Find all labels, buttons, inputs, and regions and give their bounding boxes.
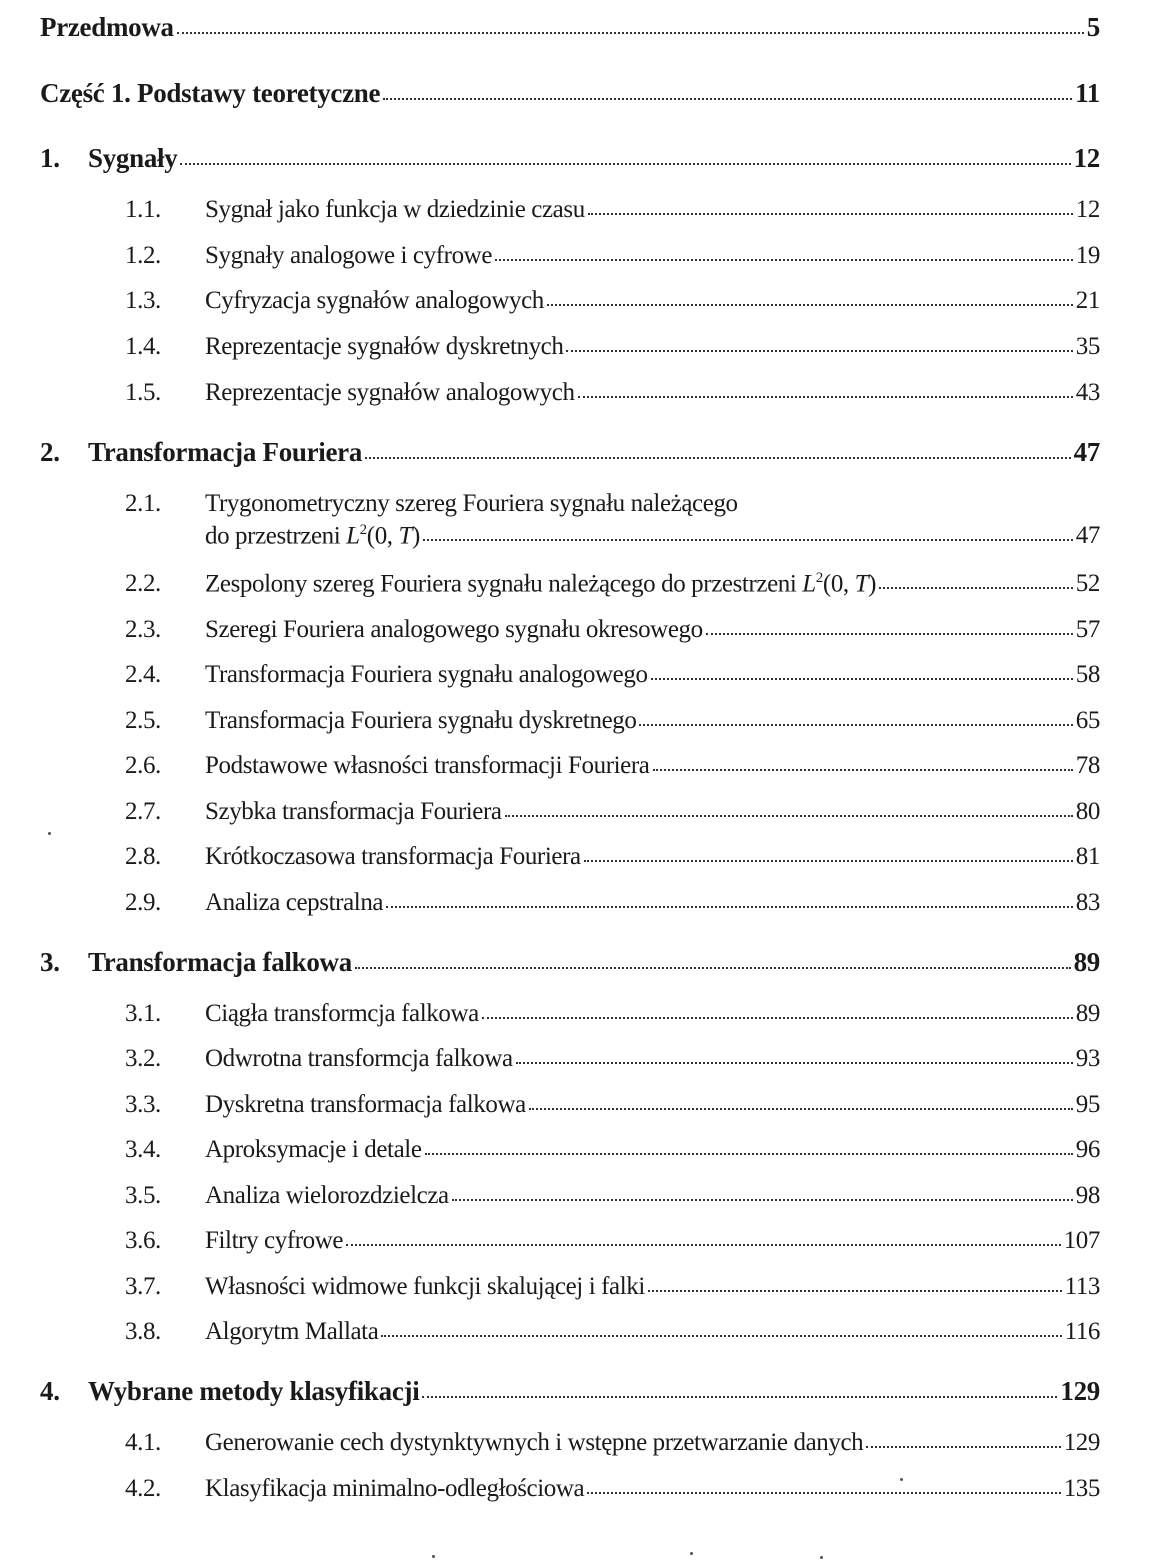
leader-dots [423,539,1073,541]
toc-entry-title: Podstawowe własności transformacji Fouriera [205,752,650,779]
toc-chapter-1[interactable] [40,143,1100,174]
toc-section-number: 1.1. [125,196,161,223]
toc-section-number: 3.8. [125,1318,161,1345]
toc-page-number: 98 [1075,1182,1100,1209]
toc-section-3-8[interactable] [125,1318,1100,1346]
toc-section-number: 2.6. [125,752,161,779]
toc-page-number: 47 [1073,437,1100,467]
toc-entry-title: Część 1. Podstawy teoretyczne [40,78,381,108]
toc-entry-title: Własności widmowe funkcji skalującej i falki [205,1273,645,1300]
toc-page-number: 89 [1075,1000,1100,1027]
toc-entry-title: Sygnały [88,143,178,173]
leader-dots [381,1335,1061,1337]
leader-dots [516,1062,1073,1064]
toc-section-number: 3.3. [125,1091,161,1118]
toc-chapter-number: 1. [40,143,60,173]
toc-section-number: 3.6. [125,1227,161,1254]
toc-page-number: 35 [1075,333,1100,360]
toc-section-1-5[interactable] [125,379,1100,407]
space-exponent: 2 [815,570,823,586]
toc-section-2-2[interactable] [125,570,1100,598]
toc-section-number: 3.5. [125,1182,161,1209]
leader-dots [482,1017,1073,1019]
toc-entry-title: Szeregi Fouriera analogowego sygnału okresowego [205,616,703,643]
toc-page-number: 107 [1063,1227,1100,1254]
toc-section-1-4[interactable] [125,333,1100,361]
toc-page-number: 19 [1075,242,1100,269]
toc-section-2-3[interactable] [125,616,1100,644]
title-prefix: do przestrzeni [205,522,347,550]
toc-section-number: 1.5. [125,379,161,406]
leader-dots [879,587,1073,589]
toc-section-2-9[interactable] [125,889,1100,917]
toc-section-4-2[interactable] [125,1475,1100,1503]
toc-entry-part-1[interactable] [40,78,1100,109]
toc-section-number: 2.1. [125,490,161,517]
toc-section-2-6[interactable] [125,752,1100,780]
toc-entry-title: Transformacja falkowa [88,947,352,977]
leader-dots [648,1290,1062,1292]
toc-section-2-1[interactable] [125,490,1100,550]
toc-chapter-2[interactable] [40,437,1100,468]
toc-section-1-1[interactable] [125,196,1100,224]
toc-page-number: 129 [1063,1429,1100,1456]
leader-dots [653,769,1073,771]
toc-page-number: 78 [1075,752,1100,779]
toc-section-3-7[interactable] [125,1273,1100,1301]
leader-dots [346,1244,1061,1246]
leader-dots [639,724,1072,726]
toc-entry-title: Dyskretna transformacja falkowa [205,1091,526,1118]
toc-section-3-2[interactable] [125,1045,1100,1073]
toc-chapter-number: 4. [40,1376,60,1406]
leader-dots [177,32,1084,34]
toc-page-number: 11 [1075,78,1100,108]
toc-section-number: 2.5. [125,707,161,734]
toc-entry-title: Filtry cyfrowe [205,1227,344,1254]
leader-dots [452,1199,1073,1201]
leader-dots [584,860,1073,862]
space-exponent: 2 [359,522,367,538]
toc-page-number: 12 [1073,143,1100,173]
leader-dots [651,678,1073,680]
scan-speck [432,1555,435,1558]
leader-dots [495,259,1073,261]
leader-dots [355,967,1071,969]
toc-chapter-4[interactable] [40,1376,1100,1407]
toc-entry-title: Reprezentacje sygnałów analogowych [205,379,575,406]
toc-section-2-4[interactable] [125,661,1100,689]
toc-section-number: 4.1. [125,1429,161,1456]
toc-entry-title: Sygnały analogowe i cyfrowe [205,242,493,269]
toc-page-number: 93 [1075,1045,1100,1072]
space-symbol: L [802,570,816,598]
leader-dots [425,1153,1073,1155]
toc-entry-title: Analiza wielorozdzielcza [205,1182,449,1209]
scan-speck [690,1552,693,1555]
toc-entry-title: Algorytm Mallata [205,1318,379,1345]
toc-entry-title: Transformacja Fouriera [88,437,363,467]
toc-entry-title-line1: Trygonometryczny szereg Fouriera sygnału należącego [205,490,738,517]
toc-page-number: 43 [1075,379,1100,406]
toc-section-number: 3.2. [125,1045,161,1072]
toc-section-3-1[interactable] [125,1000,1100,1028]
toc-section-1-2[interactable] [125,242,1100,270]
toc-page-number: 57 [1075,616,1100,643]
toc-entry-title: Cyfryzacja sygnałów analogowych [205,287,544,314]
toc-page-number: 80 [1075,798,1100,825]
toc-section-number: 3.4. [125,1136,161,1163]
toc-chapter-3[interactable] [40,947,1100,978]
space-period: T [854,570,869,598]
toc-page-number: 116 [1064,1318,1100,1345]
toc-section-number: 1.4. [125,333,161,360]
toc-section-number: 2.2. [125,570,161,598]
scan-speck [48,832,51,835]
leader-dots [529,1108,1073,1110]
toc-page-number: 58 [1075,661,1100,688]
toc-section-number: 2.4. [125,661,161,688]
space-args: (0, [822,570,855,598]
toc-chapter-number: 2. [40,437,60,467]
space-close: ) [868,570,877,598]
toc-section-4-1[interactable] [125,1429,1100,1457]
toc-page-number: 21 [1075,287,1100,314]
toc-section-2-7[interactable] [125,798,1100,826]
toc-section-number: 1.2. [125,242,161,269]
space-args: (0, [366,522,399,550]
leader-dots [706,633,1073,635]
toc-page-number: 89 [1073,947,1100,977]
toc-entry-title: Przedmowa [40,12,174,42]
leader-dots [365,457,1071,459]
toc-page-number: 83 [1075,889,1100,916]
leader-dots [547,304,1073,306]
toc-section-2-5[interactable] [125,707,1100,735]
toc-section-3-6[interactable] [125,1227,1100,1255]
toc-entry-title: Generowanie cech dystynktywnych i wstępne przetwarzanie danych [205,1429,864,1456]
toc-entry-title [205,570,876,598]
toc-page-number: 96 [1075,1136,1100,1163]
scan-speck [900,1478,903,1481]
toc-entry-title: Szybka transformacja Fouriera [205,798,502,825]
toc-section-number: 1.3. [125,287,161,314]
toc-section-1-3[interactable] [125,287,1100,315]
leader-dots [180,163,1070,165]
leader-dots [587,1492,1060,1494]
toc-entry-title: Reprezentacje sygnałów dyskretnych [205,333,564,360]
toc-page-number: 65 [1075,707,1100,734]
leader-dots [866,1446,1060,1448]
scan-speck [820,1556,823,1559]
toc-page-number: 47 [1075,522,1100,550]
toc-page-number: 113 [1064,1273,1100,1300]
toc-section-number: 2.8. [125,843,161,870]
toc-entry-title: Odwrotna transformcja falkowa [205,1045,513,1072]
toc-entry-title: Wybrane metody klasyfikacji [88,1376,420,1406]
toc-entry-title: Aproksymacje i detale [205,1136,422,1163]
leader-dots [566,350,1072,352]
toc-section-3-4[interactable] [125,1136,1100,1164]
toc-entry-title: Sygnał jako funkcja w dziedzinie czasu [205,196,585,223]
leader-dots [578,396,1073,398]
toc-section-3-3[interactable] [125,1091,1100,1119]
leader-dots [386,906,1073,908]
toc-section-3-5[interactable] [125,1182,1100,1210]
space-period: T [398,522,413,550]
space-close: ) [412,522,420,550]
toc-page-number: 81 [1075,843,1100,870]
toc-section-number: 4.2. [125,1475,161,1502]
toc-page-number: 129 [1060,1376,1100,1406]
toc-entry-title: Krótkoczasowa transformacja Fouriera [205,843,581,870]
leader-dots [505,815,1073,817]
toc-section-number: 2.3. [125,616,161,643]
toc-page-number: 135 [1063,1475,1100,1502]
toc-entry-przedmowa[interactable] [40,12,1100,43]
toc-section-number: 3.1. [125,1000,161,1027]
toc-entry-title: Ciągła transformcja falkowa [205,1000,479,1027]
toc-entry-title: Transformacja Fouriera sygnału dyskretnego [205,707,637,734]
toc-entry-title: Klasyfikacja minimalno-odległościowa [205,1475,585,1502]
toc-section-number: 3.7. [125,1273,161,1300]
toc-section-number: 2.7. [125,798,161,825]
toc-page-number: 12 [1075,196,1100,223]
toc-section-2-8[interactable] [125,843,1100,871]
title-prefix: Zespolony szereg Fouriera sygnału należącego do przestrzeni [205,570,803,598]
toc-chapter-number: 3. [40,947,60,977]
toc-entry-title-line2 [205,522,420,550]
leader-dots [588,213,1073,215]
leader-dots [383,98,1072,100]
leader-dots [422,1396,1057,1398]
toc-page-number: 95 [1075,1091,1100,1118]
toc-section-number: 2.9. [125,889,161,916]
toc-page-number: 5 [1086,12,1100,42]
toc-entry-title: Transformacja Fouriera sygnału analogowego [205,661,648,688]
space-symbol: L [346,522,360,550]
toc-entry-title: Analiza cepstralna [205,889,384,916]
toc-page-number: 52 [1075,570,1100,598]
